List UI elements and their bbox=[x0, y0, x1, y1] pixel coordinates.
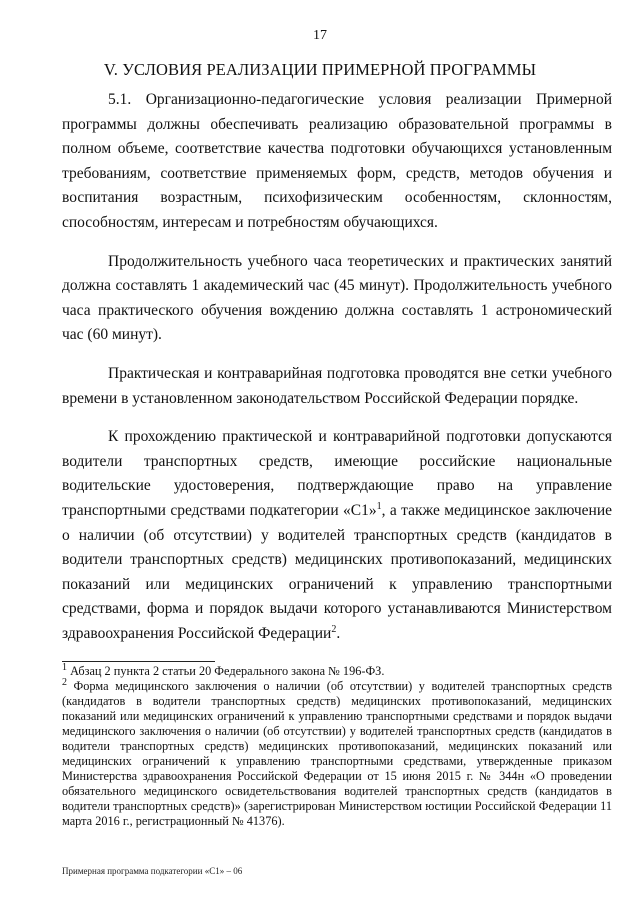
footnote-mark-2: 2 bbox=[62, 676, 67, 688]
section-heading: V. УСЛОВИЯ РЕАЛИЗАЦИИ ПРИМЕРНОЙ ПРОГРАММЫ bbox=[103, 60, 537, 79]
paragraph-3: Практическая и контраварийная подготовка проводятся вне сетки учебного времени в установленном законодательством Российской Федерации порядке. bbox=[62, 364, 612, 407]
page-footer: Примерная программа подкатегории «С1» – 06 bbox=[62, 866, 243, 876]
footnote-mark-1: 1 bbox=[62, 661, 67, 673]
footnote-1 bbox=[62, 661, 612, 679]
footnote-ref-2: 2 bbox=[331, 623, 337, 635]
document-body bbox=[62, 88, 612, 646]
paragraph-1: 5.1. Организационно-педагогические условия реализации Примерной программы должны обеспечивать реализацию образовательной программы в полном объеме, соответствие качества подготовки обучающихся установленным требованиям, соответствие применяемых форм, средств, методов обучения и воспитания возрастным, психофизическим особенностям, склонностям, способностям, интересам и потребностям обучающихся. bbox=[62, 91, 612, 231]
footnote-2-text: Форма медицинского заключения о наличии (об отсутствии) у водителей транспортных средств (кандидатов в водители транспортных средств) медицинских противопоказаний, медицинских показаний или медицинских ограничений к управлению транспортными средствами и порядок выдачи медицинского заключения о наличии (об отсутствии) у водителей транспортных средств (кандидатов в водители транспортных средств) медицинских противопоказаний, медицинских показаний или медицинских ограничений к управлению транспортными средствами, утвержденные приказом Министерства здравоохранения Российской Федерации от 15 июня 2015 г. № 344н «О проведении обязательного медицинского освидетельствования водителей транспортных средств (кандидатов в водители транспортных средств)» (зарегистрирован Министерством юстиции Российской Федерации 11 марта 2016 г., регистрационный № 41376). bbox=[62, 679, 612, 828]
paragraph-2: Продолжительность учебного часа теоретических и практических занятий должна составлять 1 академический час (45 минут). Продолжительность учебного часа практического обучения вождению должна составлять 1 астрономический час (60 минут). bbox=[62, 252, 612, 344]
paragraph-4-part-a: К прохождению практической и контраварийной подготовки допускаются водители транспортных средств, имеющие российские национальные водительские удостоверения, подтверждающие право на управление транспортными средствами подкатегории «С1» bbox=[62, 428, 612, 519]
paragraph-4-part-b: , а также медицинское заключение о наличии (об отсутствии) у водителей транспортных средств (кандидатов в водители транспортных средств) медицинских противопоказаний, медицинских показаний или медицинских ограничений к управлению транспортными средствами, форма и порядок выдачи которого устанавливаются Министерством здравоохранения Российской Федерации bbox=[62, 501, 613, 642]
footnotes bbox=[62, 661, 612, 829]
page-number: 17 bbox=[313, 28, 327, 43]
footnote-2 bbox=[62, 676, 612, 829]
footnote-separator bbox=[62, 661, 215, 662]
paragraph-4-part-c: . bbox=[336, 624, 341, 642]
paragraph-4 bbox=[62, 425, 612, 646]
footnote-ref-1: 1 bbox=[376, 500, 382, 512]
footnote-1-text: Абзац 2 пункта 2 статьи 20 Федерального закона № 196-ФЗ. bbox=[67, 664, 385, 678]
